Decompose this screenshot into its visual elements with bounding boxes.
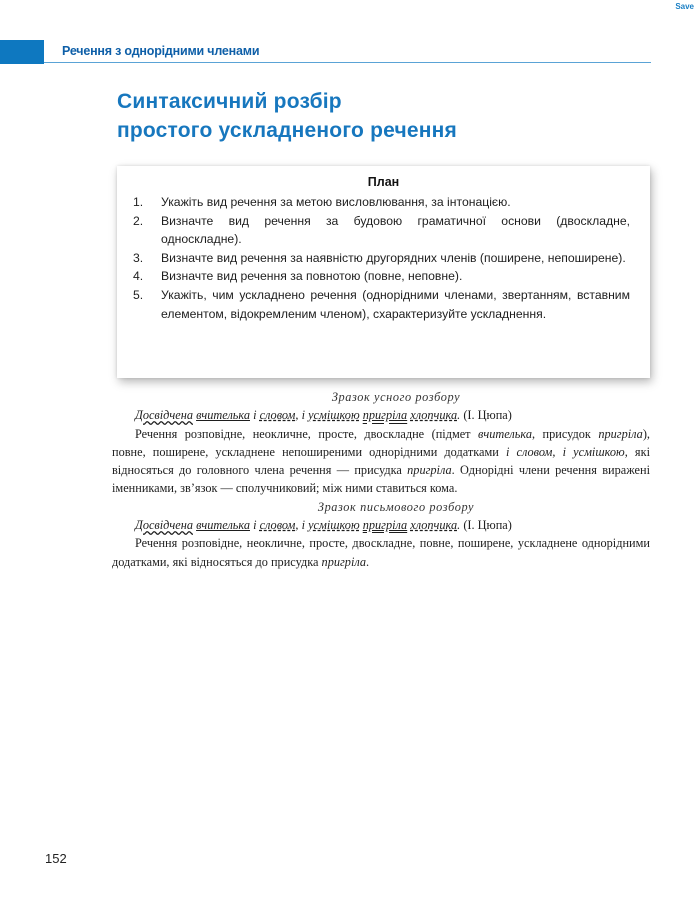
subject-word: вчителька xyxy=(196,408,250,423)
plan-item-text: Укажіть вид речення за метою висловлювання, за інтонацією. xyxy=(161,195,511,209)
italic-run: пригріла xyxy=(407,463,452,478)
conjunction: і xyxy=(301,408,305,423)
period: . xyxy=(457,408,461,423)
plan-item xyxy=(117,193,650,212)
running-header: Речення з однорідними членами xyxy=(62,44,260,58)
plan-title: План xyxy=(367,175,400,189)
oral-analysis-paragraph xyxy=(112,425,650,498)
object-word: словом xyxy=(259,408,296,423)
plan-item-number: 2. xyxy=(133,213,144,228)
text-run: ), повне, поширене, ускладнене непоширеними однорідними додатками xyxy=(112,426,650,459)
predicate-word: пригріла xyxy=(362,408,408,423)
plan-item-text: Визначте вид речення за наявністю другорядних членів (поширене, непоширене). xyxy=(161,250,626,265)
subject-word: вчителька xyxy=(196,518,250,533)
title-line-2: простого ускладненого речення xyxy=(117,119,457,142)
corner-mark: Save xyxy=(675,2,694,11)
plan-item-number: 1. xyxy=(133,195,144,209)
attribute-word: Досвідчена xyxy=(135,408,193,423)
analysis-samples xyxy=(112,388,650,571)
attribute-word: Досвідчена xyxy=(135,518,193,533)
predicate-word: пригріла xyxy=(362,518,408,533)
conjunction: і xyxy=(253,518,257,533)
plan-box xyxy=(117,166,650,378)
object-word: усмішкою xyxy=(308,408,360,423)
italic-run: і словом, і усмішкою xyxy=(506,444,625,459)
plan-item xyxy=(117,267,650,286)
plan-item-text: Визначте вид речення за повнотою (повне, неповне). xyxy=(161,269,463,284)
page-number: 152 xyxy=(45,851,67,866)
plan-item-text: Визначте вид речення за будовою граматичної основи (двоскладне, односкладне). xyxy=(161,213,630,247)
written-sample-heading: Зразок письмового розбору xyxy=(317,499,475,514)
conjunction: і xyxy=(253,408,257,423)
plan-item xyxy=(117,212,650,249)
title-line-1: Синтаксичний розбір xyxy=(117,90,342,113)
text-run: Речення розповідне, неокличне, просте, двоскладне, повне, поширене, ускладнене однорідними додатками, які відносяться до присудка xyxy=(112,536,650,569)
object-word: хлопчика xyxy=(410,408,458,423)
text-run: , які відносяться до головного члена речення — присудка xyxy=(112,444,650,478)
italic-run: пригріла xyxy=(321,554,367,569)
object-word: хлопчика xyxy=(410,518,458,533)
text-run: , присудок xyxy=(531,426,599,441)
written-example-sentence xyxy=(112,516,650,534)
quote-author: (І. Цюпа) xyxy=(463,518,512,533)
oral-example-sentence xyxy=(112,406,650,424)
text-run: . Однорідні члени речення виражені іменниками, зв’язок — сполучниковий; між ними ставиться кома. xyxy=(112,463,650,496)
comma: , xyxy=(295,518,299,533)
plan-item-number: 3. xyxy=(133,250,144,265)
plan-item-number: 4. xyxy=(133,269,144,284)
plan-item xyxy=(117,286,650,323)
page-title xyxy=(117,87,457,145)
period: . xyxy=(457,518,461,533)
oral-sample-heading: Зразок усного розбору xyxy=(331,390,461,404)
text-run: . xyxy=(366,554,370,569)
plan-item-number: 5. xyxy=(133,287,144,302)
comma: , xyxy=(295,408,299,423)
italic-run: пригріла xyxy=(598,426,643,441)
italic-run: вчителька xyxy=(478,426,532,441)
header-divider xyxy=(44,62,651,63)
plan-item xyxy=(117,249,650,268)
text-run: Речення розповідне, неокличне, просте, двоскладне (підмет xyxy=(135,426,479,441)
object-word: усмішкою xyxy=(308,518,360,533)
conjunction: і xyxy=(301,518,305,533)
written-analysis-paragraph xyxy=(112,534,650,571)
header-accent-bar xyxy=(0,40,44,64)
object-word: словом xyxy=(259,518,296,533)
plan-list xyxy=(117,193,650,323)
quote-author: (І. Цюпа) xyxy=(463,408,512,423)
plan-item-text: Укажіть, чим ускладнено речення (однорідними членами, звертанням, вставним елементом, відокремленим членом), схарактеризуйте ускладнення. xyxy=(161,287,630,321)
